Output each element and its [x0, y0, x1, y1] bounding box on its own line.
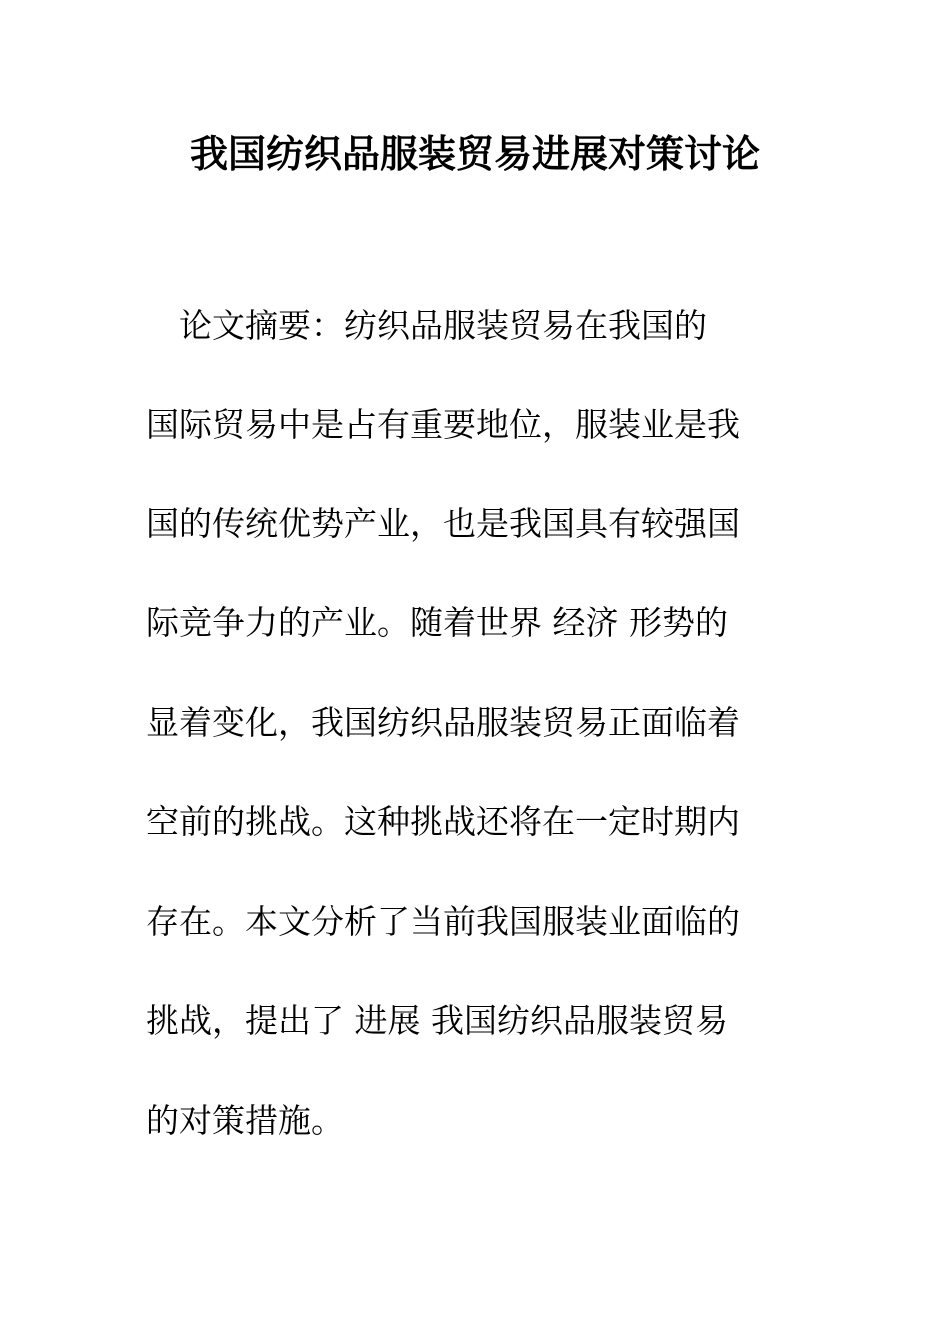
abstract-line-3: 国的传统优势产业，也是我国具有较强国	[146, 504, 740, 543]
abstract-line-8: 挑战，提出了 进展 我国纺织品服装贸易	[146, 1001, 728, 1040]
abstract-line-6: 空前的挑战。这种挑战还将在一定时期内	[146, 802, 740, 841]
abstract-line-5: 显着变化，我国纺织品服装贸易正面临着	[146, 703, 740, 742]
abstract-line-4: 际竞争力的产业。随着世界 经济 形势的	[146, 603, 728, 642]
document-title: 我国纺织品服装贸易进展对策讨论	[189, 132, 760, 176]
abstract-line-7: 存在。本文分析了当前我国服装业面临的	[146, 902, 740, 941]
abstract-line-9: 的对策措施。	[146, 1101, 344, 1140]
abstract-line-1: 论文摘要：纺织品服装贸易在我国的	[146, 306, 707, 345]
abstract-line-2: 国际贸易中是占有重要地位，服装业是我	[146, 405, 740, 444]
